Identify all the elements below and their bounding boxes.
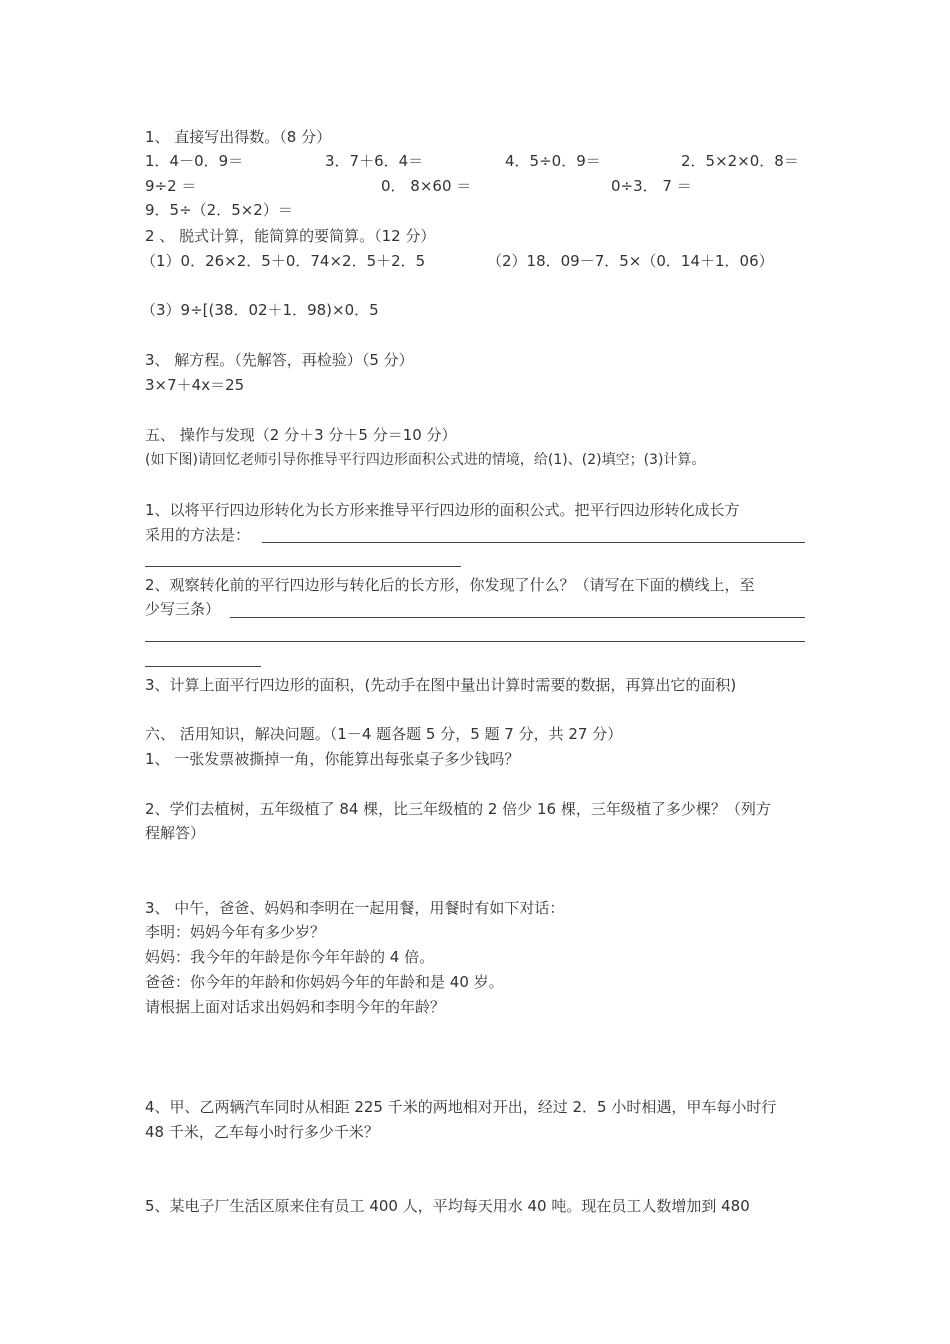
question-text: 5、某电子厂生活区原来住有员工 400 人，平均每天用水 40 吨。现在员工人数增加到 480 (145, 1197, 750, 1215)
question-text: 2、观察转化前的平行四边形与转化后的长方形，你发现了什么？（请写在下面的横线上，至 (145, 576, 755, 594)
dialogue-line: 妈妈：我今年的年龄是你今年年龄的 4 倍。 (145, 948, 435, 966)
question-text: 少写三条） (145, 600, 221, 618)
question-text: 采用的方法是： (145, 526, 251, 544)
mental-math-item: 4．5÷0．9＝ (505, 152, 601, 170)
dialogue-line: 李明：妈妈今年有多少岁？ (145, 923, 326, 941)
mental-math-item: 0÷3． 7 ＝ (611, 177, 692, 195)
section-2-title: 2 、 脱式计算，能简算的要简算。（12 分） (145, 227, 436, 245)
section-3-title: 3、 解方程。（先解答，再检验）（5 分） (145, 351, 414, 369)
calc-problem-1: （1）0．26×2．5＋0．74×2．5＋2．5 (141, 252, 426, 270)
question-text: 2、学们去植树，五年级植了 84 棵，比三年级植的 2 倍少 16 棵，三年级植了多少棵？（列方 (145, 800, 771, 818)
question-text: 1、 一张发票被撕掉一角，你能算出每张桌子多少钱吗？ (145, 750, 520, 768)
question-text: 3、计算上面平行四边形的面积，(先动手在图中量出计算时需要的数据，再算出它的面积) (145, 676, 737, 694)
answer-line (230, 617, 805, 618)
mental-math-item: 0． 8×60 ＝ (381, 177, 472, 195)
question-text: 程解答） (145, 824, 206, 842)
question-text: 1、以将平行四边形转化为长方形来推导平行四边形的面积公式。把平行四边形转化成长方 (145, 501, 740, 519)
question-text: 4、甲、乙两辆汽车同时从相距 225 千米的两地相对开出，经过 2．5 小时相遇，甲车每小时行 (145, 1098, 777, 1116)
mental-math-item: 2．5×2×0．8＝ (681, 152, 799, 170)
answer-line (262, 542, 805, 543)
question-text: 请根据上面对话求出妈妈和李明今年的年龄？ (145, 998, 446, 1016)
calc-problem-3: （3）9÷[(38．02＋1．98)×0．5 (141, 301, 379, 319)
question-text: 3、 中午，爸爸、妈妈和李明在一起用餐，用餐时有如下对话： (145, 899, 565, 917)
equation: 3×7＋4x＝25 (145, 376, 245, 394)
section-6-title: 六、 活用知识，解决问题。（1－4 题各题 5 分，5 题 7 分，共 27 分） (145, 725, 623, 743)
section-1-title: 1、 直接写出得数。（8 分） (145, 128, 332, 146)
answer-line (145, 666, 261, 667)
section-5-title: 五、 操作与发现（2 分＋3 分＋5 分＝10 分） (145, 426, 457, 444)
mental-math-item: 9．5÷（2．5×2）＝ (145, 201, 293, 219)
mental-math-item: 1．4－0．9＝ (145, 152, 244, 170)
answer-line (145, 641, 805, 642)
calc-problem-2: （2）18．09－7．5×（0．14＋1．06） (487, 252, 774, 270)
answer-line (145, 566, 461, 567)
mental-math-item: 3．7＋6．4＝ (325, 152, 424, 170)
question-text: 48 千米，乙车每小时行多少千米？ (145, 1123, 379, 1141)
mental-math-item: 9÷2 ＝ (145, 177, 197, 195)
dialogue-line: 爸爸：你今年的年龄和你妈妈今年的年龄和是 40 岁。 (145, 973, 504, 991)
section-5-intro: (如下图)请回忆老师引导你推导平行四边形面积公式进的情境，给(1)、(2)填空；(3)计算。 (145, 452, 706, 468)
